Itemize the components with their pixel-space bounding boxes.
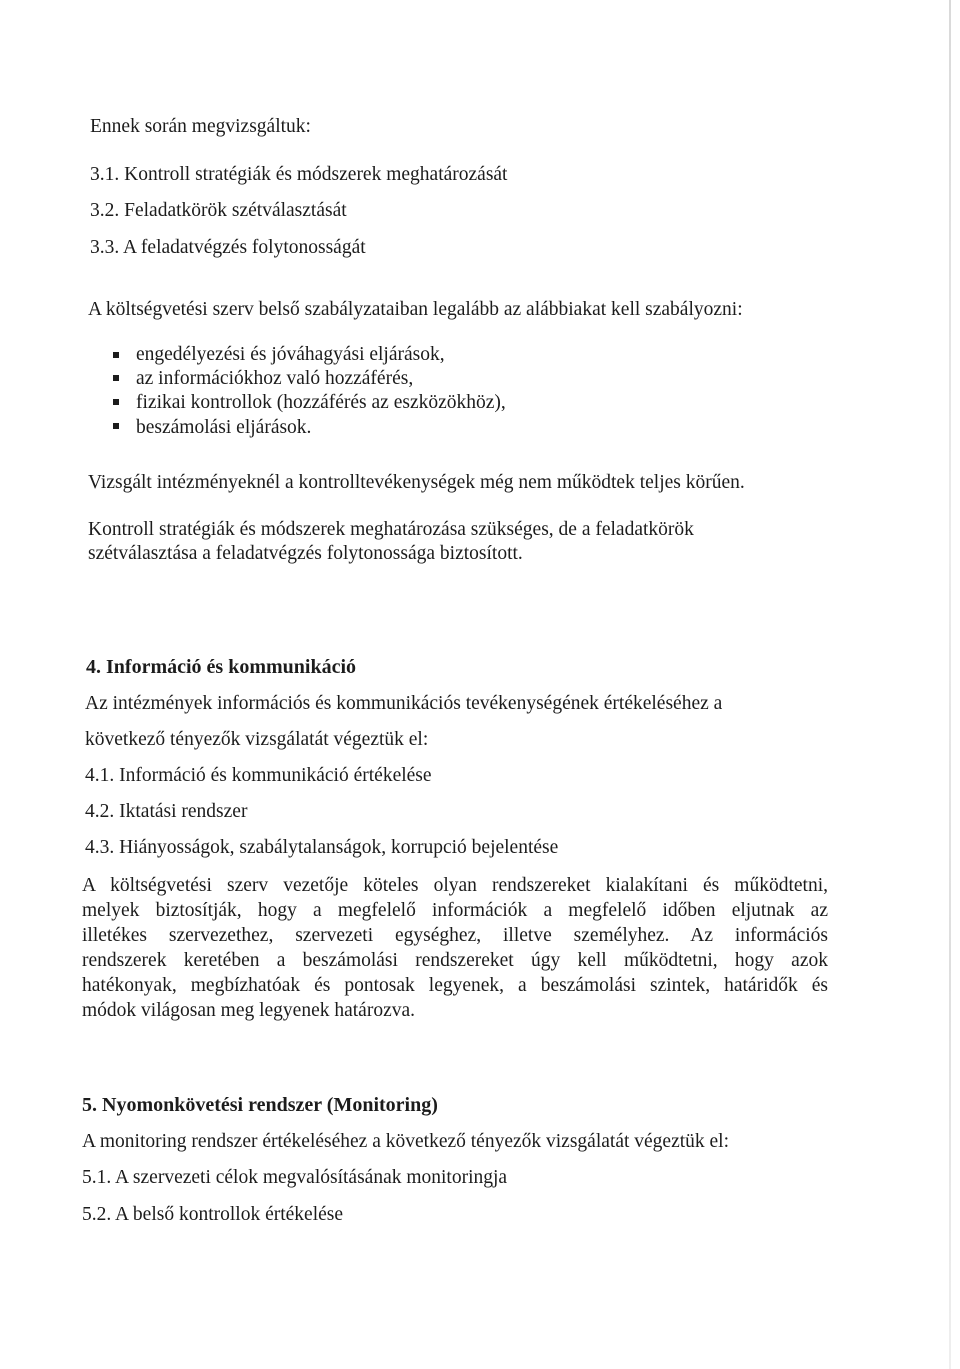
section-4-paragraph-line: illetékes szervezethez, szervezeti egységhez, illetve személyhez. Az információs (82, 925, 828, 946)
section-4-paragraph-line: hatékonyak, megbízhatóak és pontosak legyenek, a beszámolási szintek, határidők és (82, 975, 828, 996)
section-4-paragraph-line: A költségvetési szerv vezetője köteles olyan rendszereket kialakítani és működtetni, (82, 875, 828, 896)
findings-paragraph-2-line-2: szétválasztása a feladatvégzés folytonossága biztosított. (88, 543, 523, 564)
section-4-item-4-3: 4.3. Hiányosságok, szabálytalanságok, korrupció bejelentése (85, 837, 559, 858)
bullet-icon (113, 375, 119, 381)
scan-edge-line (949, 0, 951, 1369)
rules-lead: A költségvetési szerv belső szabályzataiban legalább az alábbiakat kell szabályozni: (88, 299, 743, 320)
section-4-intro-line-2: következő tényezők vizsgálatát végeztük el: (85, 729, 429, 750)
section-4-heading: 4. Információ és kommunikáció (86, 656, 356, 678)
intro-item-3-3: 3.3. A feladatvégzés folytonosságát (90, 237, 366, 258)
section-4-paragraph-last-line: módok világosan meg legyenek határozva. (82, 1000, 416, 1021)
bullet-icon (113, 399, 119, 405)
section-4-item-4-2: 4.2. Iktatási rendszer (85, 801, 248, 822)
findings-paragraph-2-line-1: Kontroll stratégiák és módszerek meghatározása szükséges, de a feladatkörök (88, 519, 694, 540)
section-4-paragraph-line: melyek biztosítják, hogy a megfelelő információk a megfelelő időben eljutnak az (82, 900, 828, 921)
bullet-icon (113, 352, 119, 358)
section-4-intro-line-1: Az intézmények információs és kommunikációs tevékenységének értékeléséhez a (85, 693, 723, 714)
section-4-item-4-1: 4.1. Információ és kommunikáció értékelése (85, 765, 432, 786)
intro-item-3-2: 3.2. Feladatkörök szétválasztását (90, 200, 347, 221)
intro-lead: Ennek során megvizsgáltuk: (90, 116, 311, 137)
section-5-heading: 5. Nyomonkövetési rendszer (Monitoring) (82, 1094, 438, 1116)
bullet-icon (113, 423, 119, 429)
rules-bullet-2: az információkhoz való hozzáférés, (136, 368, 414, 389)
section-5-item-5-1: 5.1. A szervezeti célok megvalósításának monitoringja (82, 1167, 508, 1188)
section-4-paragraph-line: rendszerek keretében a beszámolási rendszereket úgy kell működtetni, hogy azok (82, 950, 828, 971)
rules-bullet-4: beszámolási eljárások. (136, 417, 312, 438)
rules-bullet-1: engedélyezési és jóváhagyási eljárások, (136, 344, 445, 365)
section-4-paragraph (82, 873, 828, 1023)
section-5-intro: A monitoring rendszer értékeléséhez a következő tényezők vizsgálatát végeztük el: (82, 1131, 730, 1152)
section-5-item-5-2: 5.2. A belső kontrollok értékelése (82, 1204, 344, 1225)
findings-paragraph-1: Vizsgált intézményeknél a kontrolltevékenységek még nem működtek teljes körűen. (88, 472, 745, 493)
rules-bullet-3: fizikai kontrollok (hozzáférés az eszközökhöz), (136, 392, 506, 413)
intro-item-3-1: 3.1. Kontroll stratégiák és módszerek meghatározását (90, 164, 508, 185)
